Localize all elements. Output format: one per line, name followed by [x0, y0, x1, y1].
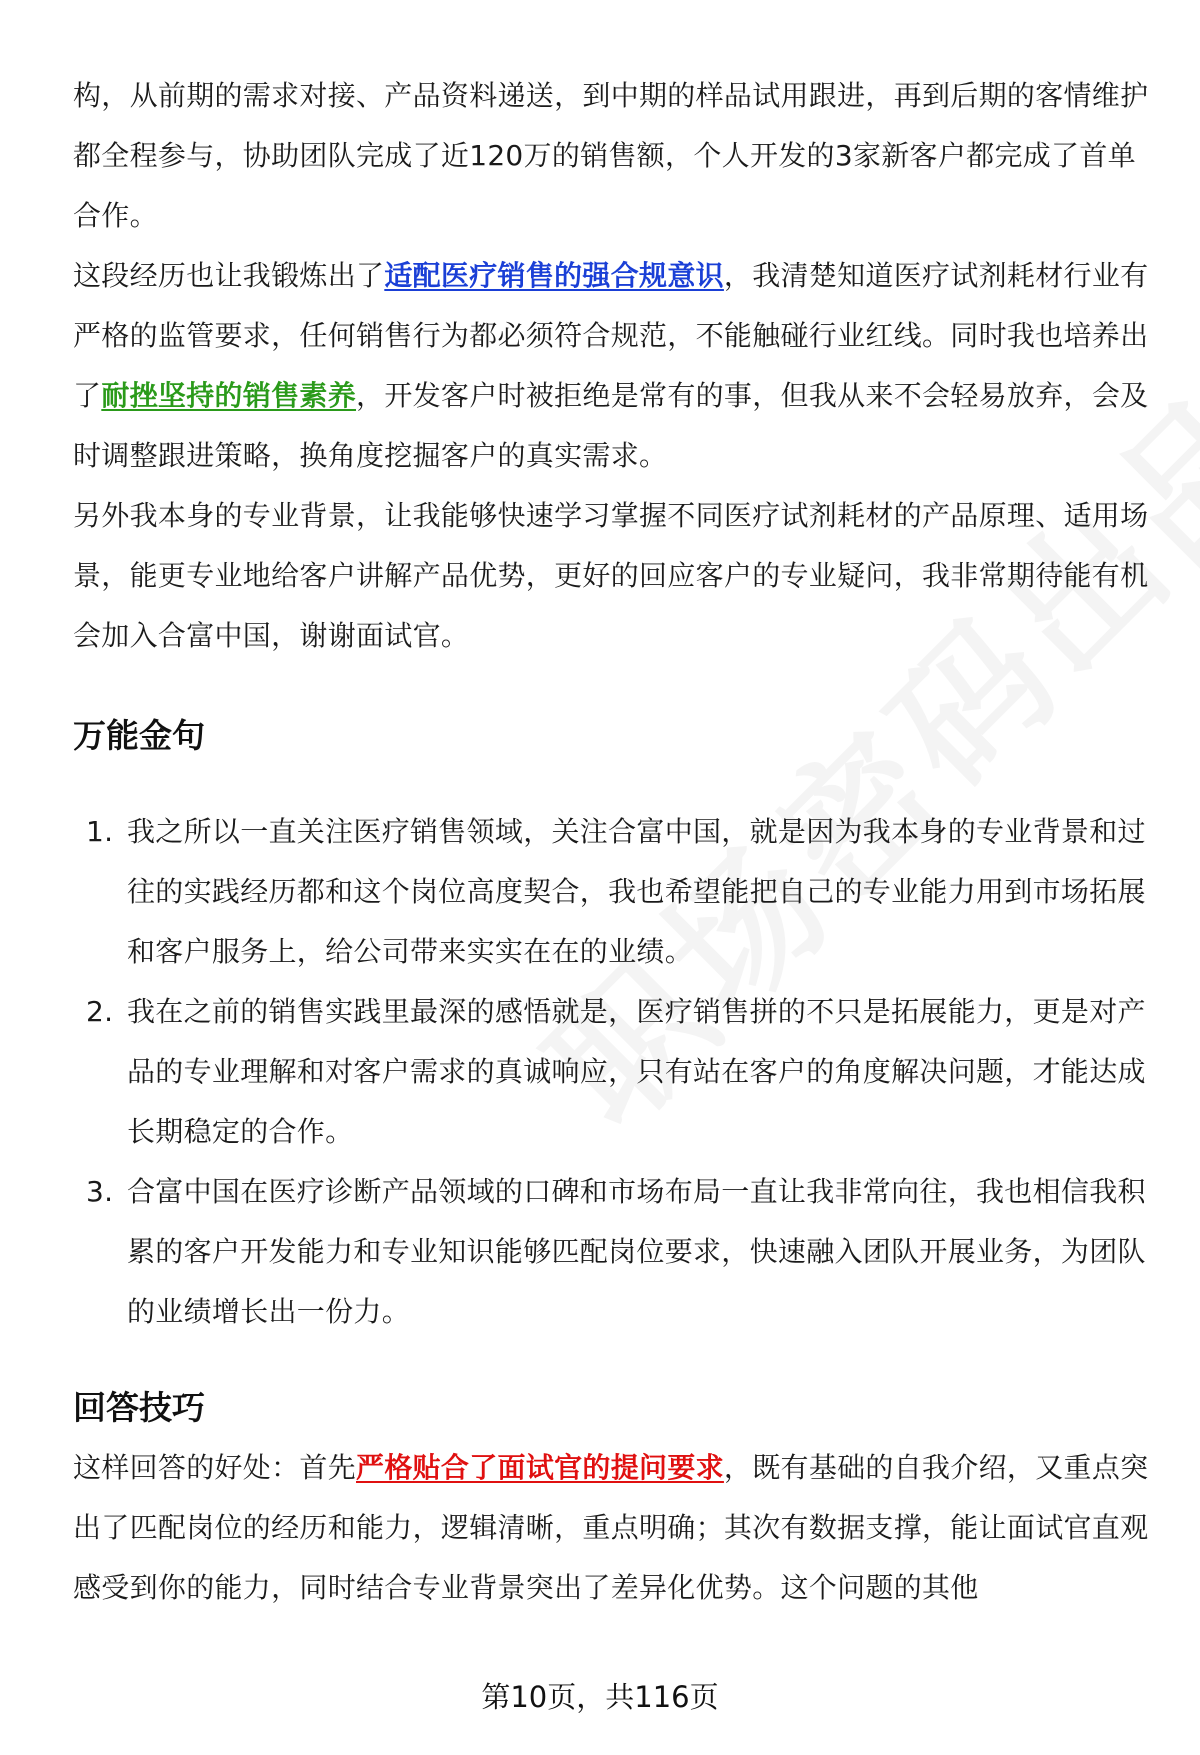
paragraph-skills [73, 246, 1163, 486]
paragraph-skills-mid: ，我清楚知道医疗试剂耗材行业有严格的监管要求，任何销售行为都必须符合规范，不能触碰行业红线。同时我也培养出了 [73, 259, 1149, 412]
list-item [73, 802, 1163, 982]
list-number: 3. [86, 1175, 114, 1208]
list-number: 2. [86, 995, 114, 1028]
list-text: 合富中国在医疗诊断产品领域的口碑和市场布局一直让我非常向往，我也相信我积累的客户开发能力和专业知识能够匹配岗位要求，快速融入团队开展业务，为团队的业绩增长出一份力。 [127, 1175, 1146, 1328]
paragraph-skills-pre: 这段经历也让我锻炼出了 [73, 259, 385, 292]
list-text: 我在之前的销售实践里最深的感悟就是，医疗销售拼的不只是拓展能力，更是对产品的专业理解和对客户需求的真诚响应，只有站在客户的角度解决问题，才能达成长期稳定的合作。 [127, 995, 1146, 1148]
highlight-compliance: 适配医疗销售的强合规意识 [384, 259, 724, 292]
paragraph-tips [73, 1438, 1163, 1618]
highlight-perseverance: 耐挫坚持的销售素养 [101, 379, 357, 412]
paragraph-tips-pre: 这样回答的好处：首先 [73, 1451, 357, 1484]
paragraph-background: 另外我本身的专业背景，让我能够快速学习掌握不同医疗试剂耗材的产品原理、适用场景，能更专业地给客户讲解产品优势，更好的回应客户的专业疑问，我非常期待能有机会加入合富中国，谢谢面试官。 [73, 499, 1149, 652]
page-content [73, 66, 1163, 1618]
list-number: 1. [86, 815, 114, 848]
paragraph-skills-post: ，开发客户时被拒绝是常有的事，但我从来不会轻易放弃，会及时调整跟进策略，换角度挖掘客户的真实需求。 [73, 379, 1149, 472]
paragraph-experience: 构，从前期的需求对接、产品资料递送，到中期的样品试用跟进，再到后期的客情维护都全程参与，协助团队完成了近120万的销售额，个人开发的3家新客户都完成了首单合作。 [73, 79, 1149, 232]
section-title-quotes: 万能金句 [73, 716, 205, 755]
list-item [73, 1162, 1163, 1342]
list-item [73, 982, 1163, 1162]
page-number: 第10页，共116页 [481, 1680, 719, 1714]
section-title-tips: 回答技巧 [73, 1388, 205, 1427]
paragraph-tips-post: ，既有基础的自我介绍，又重点突出了匹配岗位的经历和能力，逻辑清晰，重点明确；其次有数据支撑，能让面试官直观感受到你的能力，同时结合专业背景突出了差异化优势。这个问题的其他 [73, 1451, 1149, 1604]
quotes-list [73, 802, 1163, 1342]
list-text: 我之所以一直关注医疗销售领域，关注合富中国，就是因为我本身的专业背景和过往的实践经历都和这个岗位高度契合，我也希望能把自己的专业能力用到市场拓展和客户服务上，给公司带来实实在在的业绩。 [127, 815, 1146, 968]
highlight-requirement: 严格贴合了面试官的提问要求 [356, 1451, 724, 1484]
